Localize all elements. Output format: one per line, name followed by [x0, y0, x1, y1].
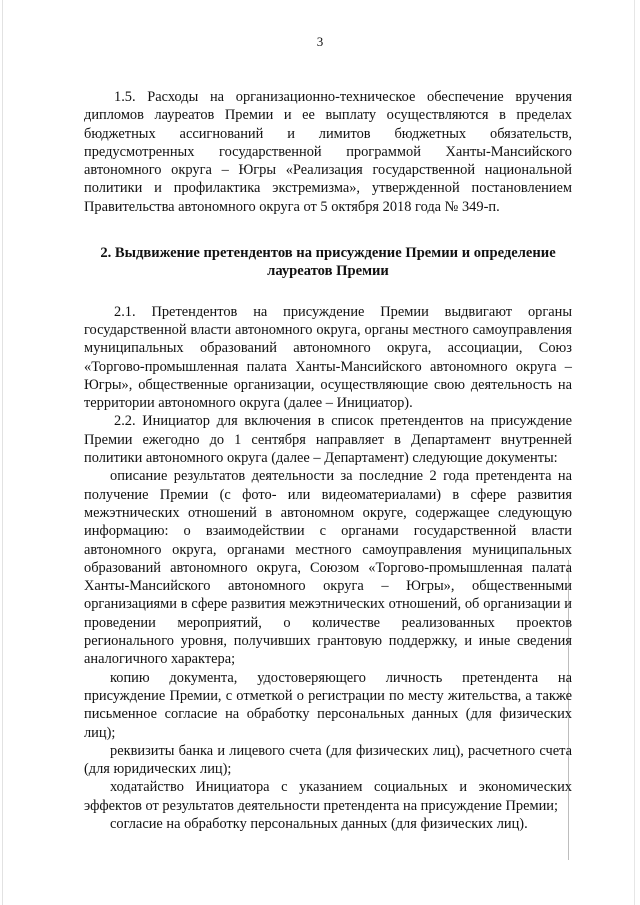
list-item-consent: согласие на обработку персональных данных (для физических лиц). — [110, 815, 528, 832]
paragraph-2-2: 2.2. Инициатор для включения в список претендентов на присуждение Премии ежегодно до 1 сентября направляет в Департамент внутренней политики автономного округа (далее – Департамент) следующие документы: — [84, 413, 572, 467]
paragraph-2-1: 2.1. Претендентов на присуждение Премии выдвигают органы государственной власти автономного округа, органы местного самоуправления муниципальных образований автономного округа, ассоциации, Союз «Торгово-промышленная палата Ханты-Мансийского автономного округа – Югры», общественные организации, осуществляющие свою деятельность на территории автономного округа (далее – Инициатор). — [84, 303, 572, 412]
list-item-petition: ходатайство Инициатора с указанием социальных и экономических эффектов от результатов деятельности претендента на присуждение Премии; — [84, 779, 572, 814]
paragraph-1-5: 1.5. Расходы на организационно-техническое обеспечение вручения дипломов лауреатов Премии и ее выплату осуществляются в пределах бюджетных ассигнований и лимитов бюджетных обязательств, предусмотренных государственной программой Ханты-Мансийского автономного округа – Югры «Реализация государственной национальной политики и профилактика экстремизма», утвержденной постановлением Правительства автономного округа от 5 октября 2018 года № 349-п. — [84, 89, 572, 215]
list-item-identity-copy: копию документа, удостоверяющего личность претендента на присуждение Премии, с отметкой о регистрации по месту жительства, а также письменное согласие на обработку персональных данных (для физических лиц); — [84, 669, 572, 741]
list-item-bank-details: реквизиты банка и лицевого счета (для физических лиц), расчетного счета (для юридических лиц); — [84, 742, 572, 778]
scan-edge-left — [2, 0, 3, 905]
document-body — [84, 88, 572, 833]
page-number: 3 — [316, 34, 324, 49]
list-item-description: описание результатов деятельности за последние 2 года претендента на получение Премии (с фото- или видеоматериалами) в сфере развития межэтнических отношений в автономном округе, содержащее следующую информацию: о взаимодействии с органами государственной власти автономного округа, органами местного самоуправления муниципальных образований автономного округа, Союзом «Торгово-промышленная палата Ханты-Мансийского автономного округа – Югры», общественными организациями в сфере развития межэтнических отношений, об организации и проведении мероприятий, о количестве реализованных проектов регионального уровня, получивших грантовую поддержку, и иные сведения аналогичного характера; — [84, 468, 572, 668]
scan-edge-right — [634, 0, 635, 905]
section-heading-2: 2. Выдвижение претендентов на присуждение Премии и определение лауреатов Премии — [100, 245, 556, 280]
